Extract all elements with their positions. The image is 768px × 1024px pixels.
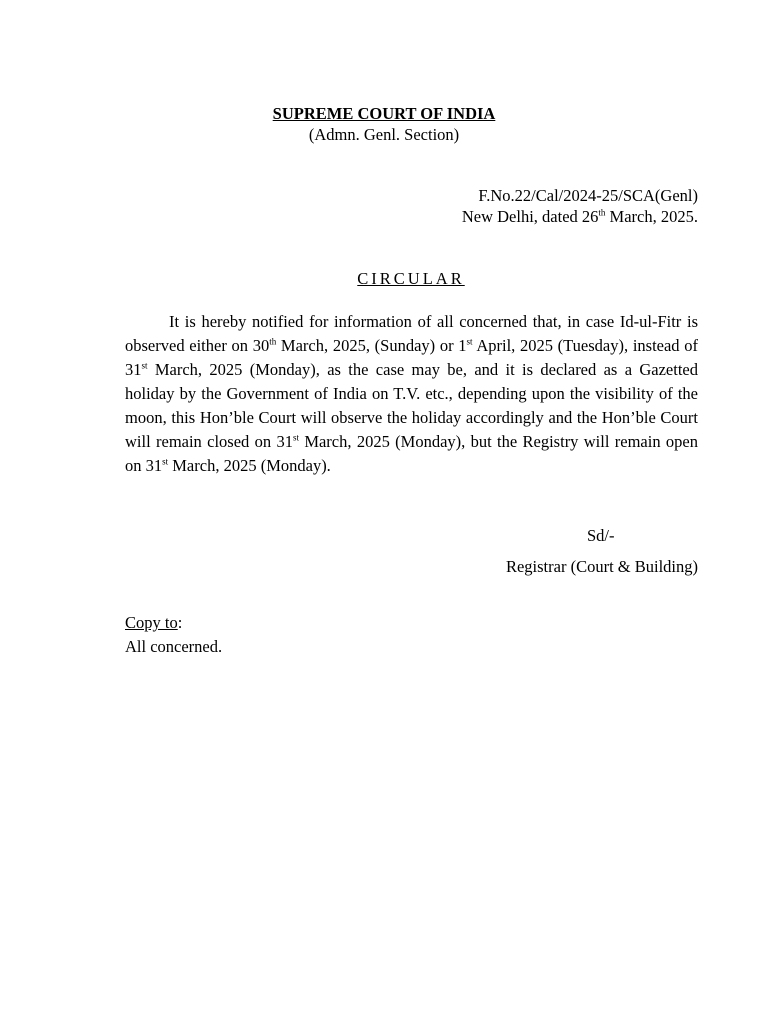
body-text-3: April, 2025 (Tuesday), instead of 31 [125, 336, 698, 379]
file-number: F.No.22/Cal/2024-25/SCA(Genl) [478, 186, 698, 205]
copy-to-recipients: All concerned. [125, 637, 223, 656]
court-title: SUPREME COURT OF INDIA [272, 104, 496, 123]
signatory-designation: Registrar (Court & Building) [505, 557, 698, 576]
body-sup-3: st [141, 360, 148, 371]
copy-to-label [125, 613, 182, 633]
body-sup-1: th [269, 336, 277, 347]
signature-mark: Sd/- [587, 526, 615, 545]
date-prefix: New Delhi, dated 26 [461, 207, 599, 226]
body-text-1: It is hereby notified for information of all concerned that, in case Id-ul-Fitr is observed either on 30 [125, 312, 698, 355]
body-text-6: March, 2025 (Monday). [168, 456, 331, 475]
date-suffix: th [598, 207, 606, 218]
circular-heading: CIRCULAR [357, 269, 465, 288]
section-name: (Admn. Genl. Section) [308, 125, 460, 144]
body-text-5: March, 2025 (Monday), but the Registry will remain open on 31 [125, 432, 698, 475]
body-text-2: March, 2025, (Sunday) or 1 [276, 336, 467, 355]
body-text-4: March, 2025 (Monday), as the case may be, and it is declared as a Gazetted holiday by the Government of India on T.V. etc., depending upon the visibility of the moon, this Hon’ble Court will observe the holiday accordingly and the Hon’ble Court will remain closed on 31 [125, 360, 698, 451]
circular-body [125, 310, 698, 478]
body-sup-5: st [162, 456, 169, 467]
copy-to-text: Copy to [125, 613, 178, 632]
issue-date [462, 206, 698, 227]
body-sup-2: st [466, 336, 473, 347]
reference-block [462, 185, 698, 227]
document-header [0, 103, 768, 145]
date-rest: March, 2025. [605, 207, 698, 226]
copy-to-colon: : [177, 613, 183, 632]
body-sup-4: st [292, 432, 299, 443]
